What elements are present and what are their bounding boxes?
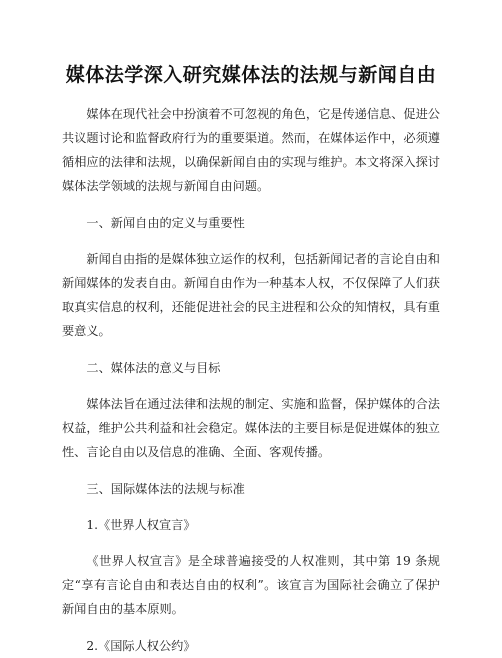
document-title: 媒体法学深入研究媒体法的法规与新闻自由 [65, 64, 437, 86]
section-3-heading: 三、国际媒体法的法规与标准 [86, 482, 245, 496]
section-2-heading: 二、媒体法的意义与目标 [86, 361, 221, 375]
item-1-paragraph: 《世界人权宣言》是全球普遍接受的人权准则，其中第 19 条规定“享有言论自由和表达自由的权利”。该宣言为国际社会确立了保护新闻自由的基本原则。 [62, 554, 440, 616]
item-2-heading: 2.《国际人权公约》 [86, 639, 196, 653]
section-2-paragraph: 媒体法旨在通过法律和法规的制定、实施和监督，保护媒体的合法权益，维护公共利益和社会稳定。媒体法的主要目标是促进媒体的独立性、言论自由以及信息的准确、全面、客观传播。 [62, 397, 440, 459]
section-1-paragraph: 新闻自由指的是媒体独立运作的权利，包括新闻记者的言论自由和新闻媒体的发表自由。新闻自由作为一种基本人权，不仅保障了人们获取真实信息的权利，还能促进社会的民主进程和公众的知情权，具有重要意义。 [62, 252, 440, 338]
section-1-heading: 一、新闻自由的定义与重要性 [86, 216, 245, 230]
intro-paragraph: 媒体在现代社会中扮演着不可忽视的角色，它是传递信息、促进公共议题讨论和监督政府行为的重要渠道。然而，在媒体运作中，必须遵循相应的法律和法规，以确保新闻自由的实现与维护。本文将深入探讨媒体法学领域的法规与新闻自由问题。 [62, 107, 440, 193]
item-1-heading: 1.《世界人权宣言》 [86, 518, 196, 532]
